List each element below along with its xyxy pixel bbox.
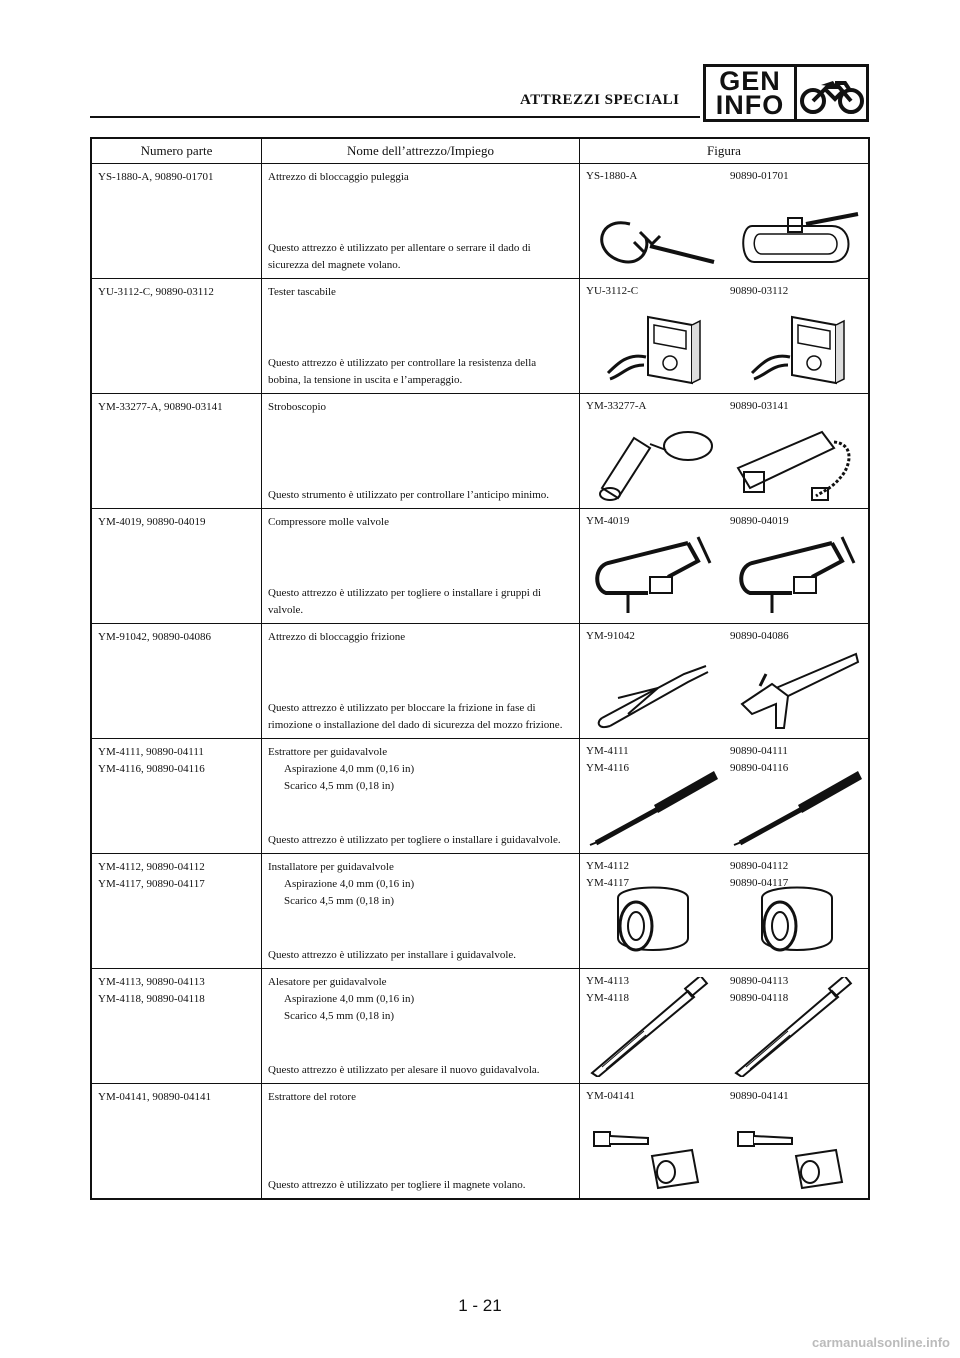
part-number: YM-4019, 90890-04019 (98, 516, 206, 528)
tool-usage: Questo attrezzo è utilizzato per togliere o installare i gruppi di valvole. (268, 587, 542, 616)
figure-label-alt: YM-4116 (586, 762, 629, 774)
figure-label: YM-04141 (586, 1090, 635, 1102)
tool-name: Tester tascabile (268, 286, 336, 298)
figure-label: YM-4019 (586, 515, 630, 527)
badge-text (706, 67, 797, 119)
figure-label-alt: 90890-04116 (730, 762, 789, 774)
part-number: YU-3112-C, 90890-03112 (98, 286, 214, 298)
figure-label: YU-3112-C (586, 285, 639, 297)
figure-eu (724, 1084, 868, 1198)
table-body (92, 164, 868, 1198)
tool-name-cell (262, 969, 580, 1083)
figure-cell (580, 394, 868, 508)
page-number: 1 - 21 (458, 1296, 502, 1315)
part-number-cell (92, 854, 262, 968)
figure-us (580, 509, 724, 623)
part-number-cell (92, 509, 262, 623)
part-number-cell (92, 164, 262, 278)
figure-cell (580, 509, 868, 623)
tool-name: Estrattore per guidavalvole (268, 746, 388, 758)
part-number-cell (92, 624, 262, 738)
figure-us (580, 969, 724, 1083)
figure-label: YM-4113 (586, 975, 629, 987)
figure-us (580, 854, 724, 968)
special-tools-table (90, 137, 870, 1200)
tool-name-cell (262, 739, 580, 853)
section-badge (703, 64, 869, 122)
figure-us (580, 1084, 724, 1198)
figure-cell (580, 624, 868, 738)
figure-eu (724, 279, 868, 393)
table-row (92, 854, 868, 969)
tool-name: Alesatore per guidavalvole (268, 976, 387, 988)
figure-label: 90890-04086 (730, 630, 789, 642)
page-header-title: ATTREZZI SPECIALI (520, 92, 680, 108)
figure-us (580, 624, 724, 738)
watermark: carmanualsonline.info (812, 1335, 950, 1350)
header-rule (90, 116, 700, 118)
intake-spec: Aspirazione 4,0 mm (0,16 in) (284, 878, 415, 890)
table-row (92, 164, 868, 279)
tool-usage: Questo attrezzo è utilizzato per togliere o installare i guidavalvole. (268, 834, 561, 846)
exhaust-spec: Scarico 4,5 mm (0,18 in) (284, 780, 394, 792)
tool-name-cell (262, 279, 580, 393)
exhaust-spec: Scarico 4,5 mm (0,18 in) (284, 895, 394, 907)
figure-label-alt: 90890-04118 (730, 992, 789, 1004)
tool-usage: Questo strumento è utilizzato per controllare l’anticipo minimo. (268, 489, 550, 501)
table-row (92, 394, 868, 509)
tool-name-cell (262, 624, 580, 738)
tool-usage: Questo attrezzo è utilizzato per alesare il nuovo guidavalvola. (268, 1064, 540, 1076)
figure-label-alt: YM-4117 (586, 877, 629, 889)
part-number: YM-33277-A, 90890-03141 (98, 401, 223, 413)
tool-name: Stroboscopio (268, 401, 327, 413)
column-header-tool-name: Nome dell’attrezzo/Impiego (262, 139, 580, 163)
tool-name-cell (262, 1084, 580, 1198)
part-number-cell (92, 279, 262, 393)
motorcycle-icon (797, 67, 866, 119)
intake-spec: Aspirazione 4,0 mm (0,16 in) (284, 763, 415, 775)
table-row (92, 969, 868, 1084)
part-number: YM-91042, 90890-04086 (98, 631, 212, 643)
table-header-row (92, 139, 868, 164)
figure-label: 90890-04112 (730, 860, 789, 872)
part-number-cell (92, 739, 262, 853)
figure-eu (724, 394, 868, 508)
figure-label: YM-4112 (586, 860, 629, 872)
tool-name-cell (262, 164, 580, 278)
exhaust-spec: Scarico 4,5 mm (0,18 in) (284, 1010, 394, 1022)
table-row (92, 624, 868, 739)
figure-label: 90890-04113 (730, 975, 789, 987)
figure-label-alt: 90890-04117 (730, 877, 789, 889)
figure-eu (724, 164, 868, 278)
tool-name-cell (262, 854, 580, 968)
part-number: YM-04141, 90890-04141 (98, 1091, 212, 1103)
part-number-alt: YM-4117, 90890-04117 (98, 878, 205, 890)
tool-name-cell (262, 394, 580, 508)
figure-eu (724, 509, 868, 623)
figure-eu (724, 854, 868, 968)
tool-usage: Questo attrezzo è utilizzato per togliere il magnete volano. (268, 1179, 526, 1191)
part-number-alt: YM-4118, 90890-04118 (98, 993, 205, 1005)
tool-name: Attrezzo di bloccaggio frizione (268, 631, 406, 643)
badge-line-info: INFO (715, 90, 785, 120)
part-number-cell (92, 394, 262, 508)
part-number: YS-1880-A, 90890-01701 (98, 171, 214, 183)
part-number-cell (92, 969, 262, 1083)
figure-label-alt: YM-4118 (586, 992, 629, 1004)
figure-cell (580, 1084, 868, 1198)
part-number: YM-4113, 90890-04113 (98, 976, 205, 988)
tool-usage: Questo attrezzo è utilizzato per controllare la resistenza della bobina, la tensione in uscita e l’amperaggio. (268, 357, 537, 386)
tool-usage: Questo attrezzo è utilizzato per installare i guidavalvole. (268, 949, 517, 961)
column-header-part-number: Numero parte (92, 139, 262, 163)
figure-us (580, 394, 724, 508)
figure-label: 90890-01701 (730, 170, 789, 182)
figure-label: YS-1880-A (586, 170, 638, 182)
table-row (92, 509, 868, 624)
figure-cell (580, 164, 868, 278)
tool-name-cell (262, 509, 580, 623)
part-number-cell (92, 1084, 262, 1198)
badge-line-gen: GEN (719, 66, 781, 96)
figure-label: YM-4111 (586, 745, 629, 757)
tool-name: Attrezzo di bloccaggio puleggia (268, 171, 409, 183)
figure-label: 90890-04111 (730, 745, 788, 757)
part-number: YM-4111, 90890-04111 (98, 746, 204, 758)
figure-cell (580, 969, 868, 1083)
figure-cell (580, 279, 868, 393)
figure-cell (580, 739, 868, 853)
part-number: YM-4112, 90890-04112 (98, 861, 205, 873)
figure-label: 90890-04141 (730, 1090, 789, 1102)
figure-eu (724, 739, 868, 853)
tool-name: Installatore per guidavalvole (268, 861, 394, 873)
figure-eu (724, 969, 868, 1083)
figure-label: YM-91042 (586, 630, 635, 642)
table-row (92, 1084, 868, 1198)
intake-spec: Aspirazione 4,0 mm (0,16 in) (284, 993, 415, 1005)
tool-usage: Questo attrezzo è utilizzato per bloccare la frizione in fase di rimozione o installazione del dado di sicurezza del mozzo frizione. (268, 702, 563, 731)
table-row (92, 739, 868, 854)
figure-label: 90890-03141 (730, 400, 789, 412)
tool-name: Compressore molle valvole (268, 516, 389, 528)
figure-eu (724, 624, 868, 738)
tool-usage: Questo attrezzo è utilizzato per allentare o serrare il dado di sicurezza del magnete volano. (268, 242, 531, 271)
tool-name: Estrattore del rotore (268, 1091, 356, 1103)
table-row (92, 279, 868, 394)
figure-us (580, 279, 724, 393)
figure-label: YM-33277-A (586, 400, 647, 412)
figure-cell (580, 854, 868, 968)
figure-us (580, 164, 724, 278)
figure-label: 90890-03112 (730, 285, 789, 297)
part-number-alt: YM-4116, 90890-04116 (98, 763, 205, 775)
figure-us (580, 739, 724, 853)
column-header-figure: Figura (707, 143, 741, 158)
figure-label: 90890-04019 (730, 515, 789, 527)
